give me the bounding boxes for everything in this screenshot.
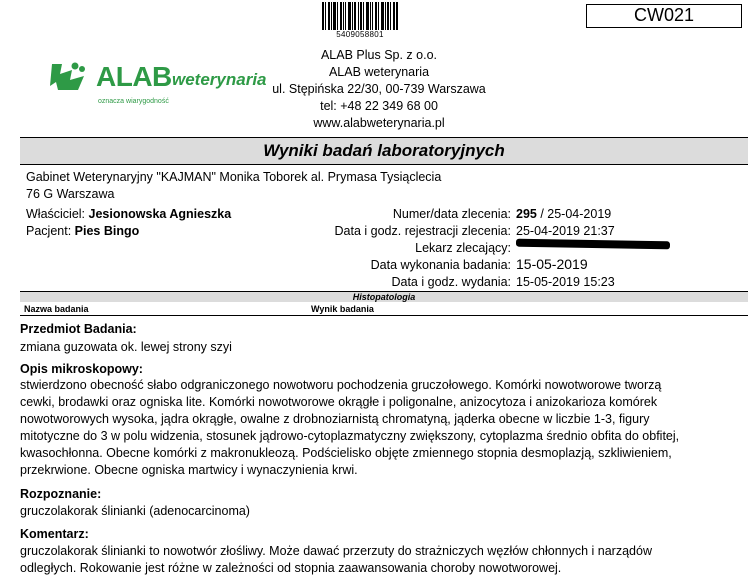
company-name: ALAB Plus Sp. z o.o.: [320, 48, 438, 62]
order-number-label: Numer/data zlecenia:: [392, 207, 511, 221]
alab-logo: [48, 60, 267, 110]
microscopy-heading: Opis mikroskopowy:: [20, 362, 143, 376]
column-divider: [20, 315, 748, 316]
execution-date-label: Data wykonania badania:: [370, 258, 511, 272]
owner-label: Właściciel:: [26, 207, 86, 221]
company-info: [262, 47, 496, 132]
subject-heading: Przedmiot Badania:: [20, 322, 137, 336]
logo-brand: ALAB: [96, 61, 172, 92]
logo-sub: weterynaria: [172, 70, 267, 89]
company-address: ul. Stępińska 22/30, 00-739 Warszawa: [272, 82, 486, 96]
patient-value: Pies Bingo: [74, 224, 140, 238]
company-website[interactable]: www.alabweterynaria.pl: [313, 116, 445, 130]
microscopy-line-6: przekrwione. Obecne ogniska martwicy i wynaczynienia krwi.: [20, 463, 358, 477]
microscopy-line-5: kwasochłonna. Obecne komórki z makronukleozą. Podścielisko objęte zmiennego stopnia desmoplazją, szkliwieniem,: [20, 446, 672, 460]
company-phone: tel: +48 22 349 68 00: [320, 99, 438, 113]
document-title: Wyniki badań laboratoryjnych: [20, 137, 748, 165]
column-test-result: Wynik badania: [311, 304, 374, 314]
logo-tagline: oznacza wiarygodność: [98, 98, 169, 105]
order-number: 295: [516, 207, 537, 221]
issue-date-label: Data i godz. wydania:: [391, 275, 511, 289]
redacted-doctor-name: [516, 239, 670, 250]
column-test-name: Nazwa badania: [24, 304, 89, 314]
microscopy-line-3: nowotworowych wysoka, jądra okrągłe, owalne z drobnoziarnistą chromatyną, jąderka obecne w liczbie 1-3, figury: [20, 412, 650, 426]
microscopy-line-1: stwierdzono obecność słabo odgraniczonego nowotworu pochodzenia gruczołowego. Komórki nowotworowe tworzą: [20, 378, 662, 392]
patient-label: Pacjent:: [26, 224, 72, 238]
diagnosis-text: gruczolakorak ślinianki (adenocarcinoma): [20, 504, 250, 518]
comment-line-1: gruczolakorak ślinianki to nowotwór złośliwy. Może dawać przerzuty do strażniczych węzłów chłonnych i narządów: [20, 544, 652, 558]
clinic-line-2: 76 G Warszawa: [26, 187, 115, 201]
execution-date-value: 15-05-2019: [516, 256, 588, 272]
diagnosis-heading: Rozpoznanie:: [20, 487, 102, 501]
issue-date-value: 15-05-2019 15:23: [516, 275, 615, 289]
owner-row: [26, 206, 231, 223]
order-date: / 25-04-2019: [536, 207, 612, 221]
barcode-number: 5409058801: [336, 30, 384, 39]
section-histopathology: Histopatologia: [20, 291, 748, 302]
registration-value: 25-04-2019 21:37: [516, 224, 615, 238]
sample-code: CW021: [586, 4, 742, 28]
paw-logo-icon: [48, 60, 88, 94]
owner-value: Jesionowska Agnieszka: [88, 207, 232, 221]
clinic-line-1: Gabinet Weterynaryjny "KAJMAN" Monika Toborek al. Prymasa Tysiąclecia: [26, 170, 442, 184]
microscopy-line-2: cewki, brodawki oraz ogniska lite. Komórki nowotworowe okrągłe i poligonalne, anizocytoza i anizokarioza komórek: [20, 395, 658, 409]
clinic-info: [26, 169, 526, 203]
subject-text: zmiana guzowata ok. lewej strony szyi: [20, 340, 232, 354]
comment-line-2: odległych. Rokowanie jest różne w zależności od stopnia zaawansowania choroby nowotworowej.: [20, 561, 562, 575]
comment-heading: Komentarz:: [20, 527, 89, 541]
patient-row: [26, 223, 139, 240]
barcode: [322, 2, 398, 30]
company-division: ALAB weterynaria: [328, 65, 430, 79]
doctor-label: Lekarz zlecający:: [415, 241, 511, 255]
microscopy-line-4: mitotyczne do 3 w polu widzenia, stosunek jądrowo-cytoplazmatyczny zwiększony, cytoplazma średnio obfita do obfitej,: [20, 429, 680, 443]
order-number-value: [516, 206, 611, 223]
registration-label: Data i godz. rejestracji zlecenia:: [334, 224, 511, 238]
